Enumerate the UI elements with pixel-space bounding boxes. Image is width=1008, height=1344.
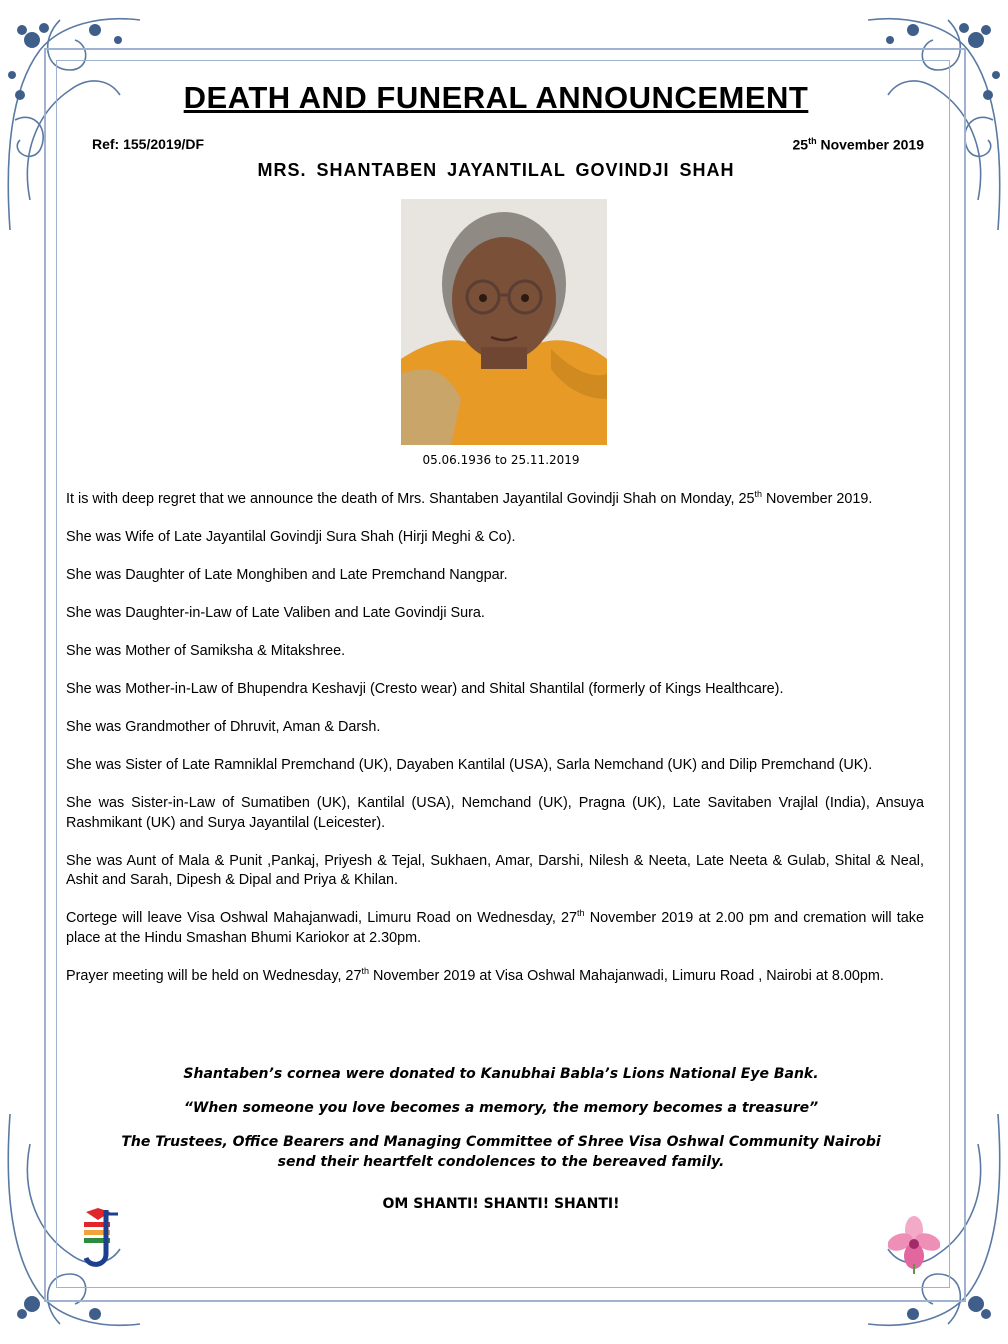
- paragraph-grandmother: She was Grandmother of Dhruvit, Aman & Darsh.: [66, 719, 381, 735]
- memorial-quote: “When someone you love becomes a memory, the memory becomes a treasure”: [183, 1100, 819, 1116]
- condolence-line-2: send their heartfelt condolences to the bereaved family.: [277, 1154, 725, 1170]
- paragraph-daughter-in-law: She was Daughter-in-Law of Late Valiben and Late Govindji Sura.: [66, 605, 485, 621]
- reference-number: Ref: 155/2019/DF: [92, 136, 205, 152]
- paragraph-announcement: It is with deep regret that we announce the death of Mrs. Shantaben Jayantilal Govindji Shah on Monday, 25th November 2019.: [66, 489, 873, 507]
- paragraph-sister: She was Sister of Late Ramniklal Premchand (UK), Dayaben Kantilal (USA), Sarla Nemchand (UK) and Dilip Premchand (UK).: [66, 757, 873, 773]
- condolence-line-1: The Trustees, Office Bearers and Managing Committee of Shree Visa Oshwal Community Nairobi: [121, 1134, 881, 1150]
- orchid-flower-icon: [888, 1212, 940, 1274]
- portrait-photo-icon: [401, 199, 607, 445]
- paragraph-cortege: Cortege will leave Visa Oshwal Mahajanwadi, Limuru Road on Wednesday, 27th November 2019 at 2.00 pm and cremation will take place at the Hindu Smashan Bhumi Kariokor at 2.30pm.: [66, 908, 924, 946]
- paragraph-aunt: She was Aunt of Mala & Punit ,Pankaj, Priyesh & Tejal, Sukhaen, Amar, Darshi, Nilesh & Neeta, Late Neeta & Gulab, Shital & Neal, Ashit and Sarah, Dipesh & Dipal and Priya & Khilan.: [66, 852, 924, 888]
- page-title: DEATH AND FUNERAL ANNOUNCEMENT: [183, 80, 809, 115]
- community-logo-icon: [78, 1206, 120, 1272]
- announcement-date: 25th November 2019: [792, 136, 924, 153]
- announcement-content: [66, 80, 926, 1280]
- cornea-donation-note: Shantaben’s cornea were donated to Kanubhai Babla’s Lions National Eye Bank.: [183, 1066, 819, 1082]
- paragraph-mother: She was Mother of Samiksha & Mitakshree.: [66, 643, 346, 659]
- paragraph-prayer-meeting: Prayer meeting will be held on Wednesday, 27th November 2019 at Visa Oshwal Mahajanwadi, Limuru Road , Nairobi at 8.00pm.: [66, 965, 884, 984]
- deceased-name: MRS. SHANTABEN JAYANTILAL GOVINDJI SHAH: [257, 160, 735, 180]
- portrait-photo: [401, 199, 607, 445]
- paragraph-wife: She was Wife of Late Jayantilal Govindji Sura Shah (Hirji Meghi & Co).: [66, 529, 516, 545]
- announcement-body: [66, 490, 924, 1005]
- closing-section: [66, 1066, 936, 1212]
- paragraph-daughter: She was Daughter of Late Monghiben and Late Premchand Nangpar.: [66, 567, 508, 583]
- lifespan-dates: 05.06.1936 to 25.11.2019: [422, 453, 580, 467]
- om-shanti-line: OM SHANTI! SHANTI! SHANTI!: [382, 1196, 620, 1212]
- paragraph-sister-in-law: She was Sister-in-Law of Sumatiben (UK), Kantilal (USA), Nemchand (UK), Pragna (UK), Late Savitaben Vrajlal (India), Ansuya Rashmikant (UK) and Surya Jayantilal (Leicester).: [66, 795, 924, 831]
- paragraph-mother-in-law: She was Mother-in-Law of Bhupendra Keshavji (Cresto wear) and Shital Shantilal (formerly of Kings Healthcare).: [66, 681, 784, 697]
